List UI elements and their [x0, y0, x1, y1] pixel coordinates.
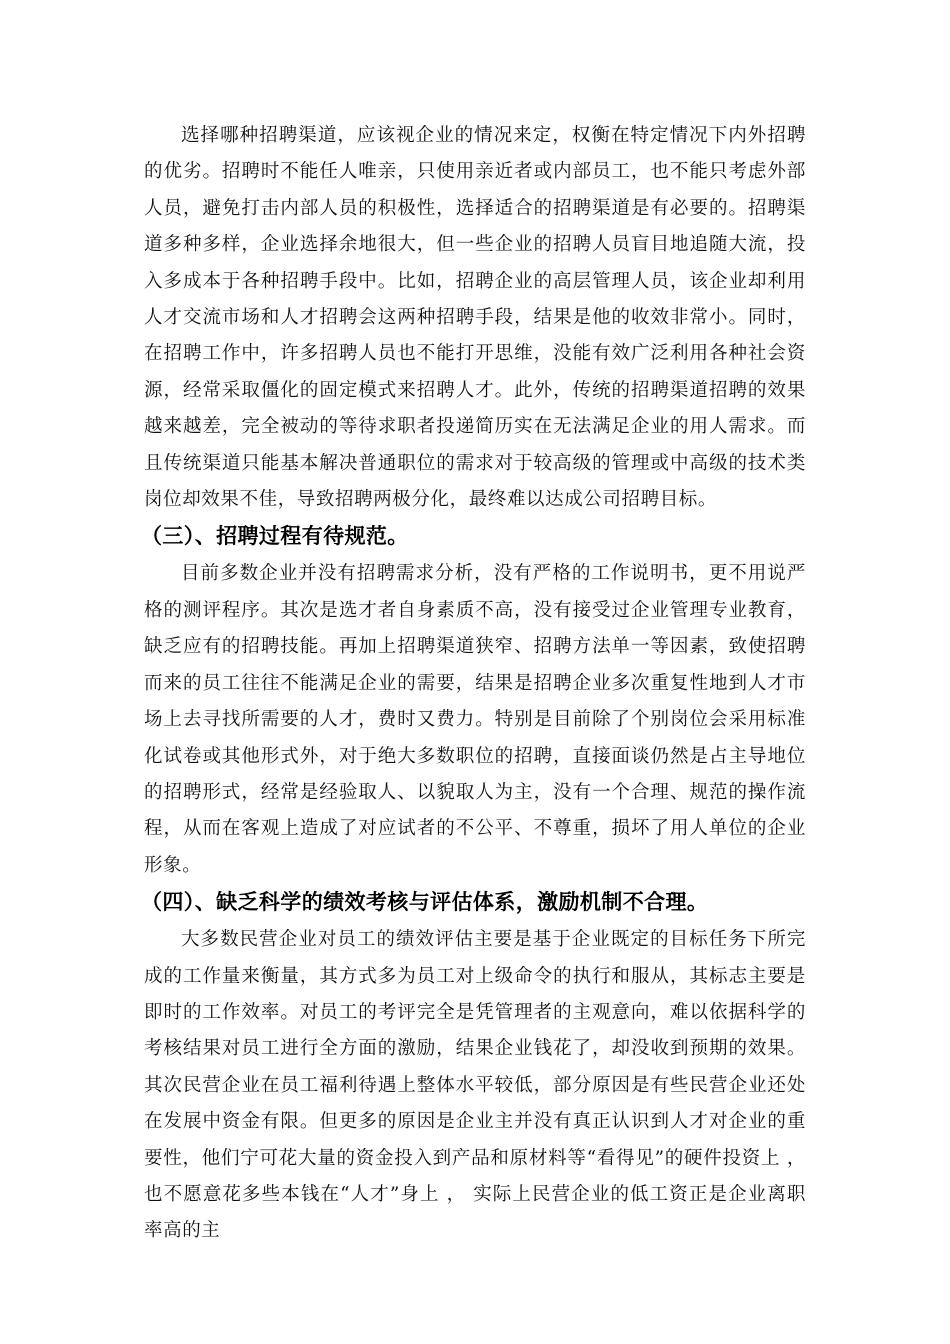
- section-heading-3: （三）、招聘过程有待规范。: [141, 524, 409, 549]
- paragraph-performance-evaluation: 大多数民营企业对员工的绩效评估主要是基于企业既定的目标任务下所完成的工作量来衡量，其方式多为员工对上级命令的执行和服从，其标志主要是即时的工作效率。对员工的考评完全是凭管理者的主观意向，难以依据科学的考核结果对员工进行全方面的激励，结果企业钱花了，却没收到预期的效果。其次民营企业在员工福利待遇上整体水平较低，部分原因是有些民营企业还处在发展中资金有限。但更多的原因是企业主并没有真正认识到人才对企业的重要性，他们宁可花大量的资金投入到产品和原材料等“看得见”的硬件投资上 ， 也不愿意花多些本钱在“人才”身上 ， 实际上民营企业的低工资正是企业离职率高的主: [144, 929, 806, 1242]
- document-body: [141, 118, 806, 1250]
- section-heading-4: （四）、缺乏科学的绩效考核与评估体系，激励机制不合理。: [141, 890, 709, 915]
- paragraph-recruitment-channels: 选择哪种招聘渠道，应该视企业的情况来定，权衡在特定情况下内外招聘的优劣。招聘时不能任人唯亲，只使用亲近者或内部员工，也不能只考虑外部人员，避免打击内部人员的积极性，选择适合的招聘渠道是有必要的。招聘渠道多种多样，企业选择余地很大，但一些企业的招聘人员盲目地追随大流，投入多成本于各种招聘手段中。比如，招聘企业的高层管理人员，该企业却利用人才交流市场和人才招聘会这两种招聘手段，结果是他的收效非常小。同时，在招聘工作中，许多招聘人员也不能打开思维，没能有效广泛利用各种社会资源，经常采取僵化的固定模式来招聘人才。此外，传统的招聘渠道招聘的效果越来越差，完全被动的等待求职者投递简历实在无法满足企业的用人需求。而且传统渠道只能基本解决普通职位的需求对于较高级的管理或中高级的技术类岗位却效果不佳，导致招聘两极分化，最终难以达成公司招聘目标。: [144, 125, 806, 511]
- paragraph-recruitment-process: 目前多数企业并没有招聘需求分析，没有严格的工作说明书，更不用说严格的测评程序。其次是选才者自身素质不高，没有接受过企业管理专业教育，缺乏应有的招聘技能。再加上招聘渠道狭窄、招聘方法单一等因素，致使招聘而来的员工往往不能满足企业的需要，结果是招聘企业多次重复性地到人才市场上去寻找所需要的人才，费时又费力。特别是目前除了个别岗位会采用标准化试卷或其他形式外，对于绝大多数职位的招聘，直接面谈仍然是占主导地位的招聘形式，经常是经验取人、以貌取人为主，没有一个合理、规范的操作流程，从而在客观上造成了对应试者的不公平、不尊重，损坏了用人单位的企业形象。: [144, 563, 806, 876]
